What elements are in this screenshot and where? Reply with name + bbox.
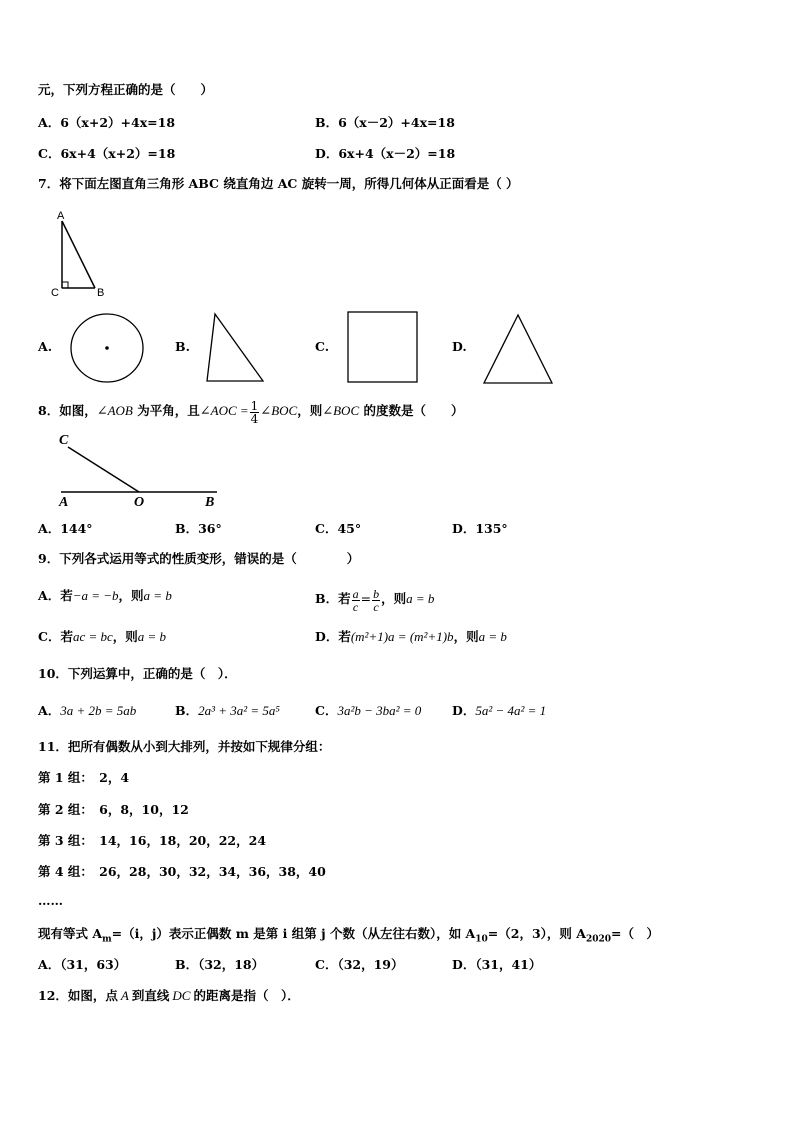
q11-sub-m: m: [102, 934, 112, 945]
q9-d-math: (m²+1)a = (m²+1)b: [350, 629, 454, 644]
q8-fraction: [250, 400, 260, 425]
q6-option-b: B．6（x－2）+4x=18: [315, 115, 455, 130]
q7-option-d-triangle: [482, 313, 554, 385]
q12-suffix: 的距离是指（ ）．: [193, 988, 300, 1003]
q9-b-mid: ，则: [381, 591, 407, 606]
q11-question-line: [38, 926, 659, 948]
q12-line-dc: DC: [172, 988, 191, 1003]
q8-eq-rhs: ∠BOC: [260, 403, 298, 418]
q7-option-a-label: A.: [38, 339, 53, 354]
q9-c-mid: ，则: [112, 629, 138, 644]
q9-b-frac1: [352, 588, 360, 613]
q8-suffix: 的度数是（ ）: [359, 403, 464, 418]
q7-option-c-label: C.: [315, 339, 330, 354]
q11-group-4: 第 4 组： 26，28，30，32，34，36，38，40: [38, 864, 326, 879]
q12-mid: 到直线: [131, 988, 170, 1003]
q9-b-den2: c: [373, 600, 379, 614]
q10-b-label: B．: [175, 703, 199, 718]
q10-a-label: A．: [38, 703, 61, 718]
q7-stem: 7．将下面左图直角三角形 ABC 绕直角边 AC 旋转一周，所得几何体从正面看是（ ）: [38, 176, 519, 191]
q8-prefix: 8．如图，: [38, 403, 97, 418]
q10-stem: 10．下列运算中，正确的是（ ）．: [38, 666, 237, 681]
q8-stem: [38, 400, 463, 425]
q10-option-c: [315, 703, 421, 719]
q6-option-c: C．6x+4（x+2）=18: [38, 146, 176, 161]
q9-stem: 9．下列各式运用等式的性质变形，错误的是（ ）: [38, 551, 360, 566]
q10-a-math: 3a + 2b = 5ab: [60, 703, 137, 718]
q11-sub-2020: 2020: [585, 934, 612, 945]
q8-option-a: A．144°: [38, 521, 93, 536]
q9-c-res: a = b: [137, 629, 167, 644]
q10-d-math: 5a² − 4a² = 1: [475, 703, 547, 718]
q7-option-b-triangle: [205, 311, 267, 385]
q8-label-a: A: [59, 495, 69, 510]
q9-c-pre: C．若: [38, 629, 73, 644]
q11-option-c: C．（32，19）: [315, 957, 404, 972]
q10-d-label: D．: [452, 703, 476, 718]
q11-line-b: =（i，j）表示正偶数 m 是第 i 组第 j 个数（从左往右数），如 A: [111, 926, 476, 941]
q8-frac-den: 4: [250, 412, 259, 426]
q9-d-pre: D．若: [315, 629, 351, 644]
q11-line-a: 现有等式 A: [38, 926, 103, 941]
q8-angle-boc: ∠BOC: [322, 403, 360, 418]
q10-option-a: [38, 703, 136, 719]
q12-point-a: A: [120, 988, 129, 1003]
q9-c-math: ac = bc: [72, 629, 113, 644]
q8-option-d: D．135°: [452, 521, 508, 536]
q9-d-res: a = b: [478, 629, 507, 644]
q9-b-eq: =: [360, 591, 372, 606]
q7-label-a: A: [57, 210, 65, 222]
q8-angle-aob: ∠AOB: [96, 403, 133, 418]
q9-option-a: [38, 588, 172, 604]
q11-ellipsis: ……: [38, 893, 63, 908]
q11-option-a: A．（31，63）: [38, 957, 127, 972]
q9-b-pre: B．若: [315, 591, 351, 606]
q9-option-b: [315, 588, 434, 613]
q8-mid2: ，则: [297, 403, 323, 418]
q11-option-b: B．（32，18）: [175, 957, 265, 972]
q7-option-c-square: [347, 311, 419, 385]
q8-label-c: C: [59, 433, 69, 448]
q10-c-math: 3a²b − 3ba² = 0: [337, 703, 422, 718]
q10-b-math: 2a³ + 3a² = 5a⁵: [198, 703, 280, 718]
q9-a-pre: A．若: [38, 588, 73, 603]
q9-a-res: a = b: [143, 588, 172, 603]
q6-option-a: A．6（x+2）+4x=18: [38, 115, 176, 130]
q7-option-d-label: D.: [452, 339, 467, 354]
q9-d-mid: ，则: [453, 629, 479, 644]
q9-option-c: [38, 629, 166, 645]
q9-option-d: [315, 629, 507, 645]
q6-option-d: D．6x+4（x－2）=18: [315, 146, 456, 161]
q10-option-d: [452, 703, 546, 719]
q11-sub-10: 10: [475, 934, 488, 945]
q12-stem: [38, 988, 300, 1004]
q7-label-c: C: [51, 287, 59, 299]
q8-label-b: B: [205, 495, 215, 510]
q9-b-num2: b: [373, 587, 380, 601]
q9-b-den1: c: [352, 600, 359, 614]
q10-c-label: C．: [315, 703, 338, 718]
q7-label-b: B: [97, 287, 105, 299]
q9-b-frac2: [372, 588, 380, 613]
q11-group-2: 第 2 组： 6，8，10，12: [38, 802, 189, 817]
q11-option-d: D．（31，41）: [452, 957, 542, 972]
q8-eq-lhs: ∠AOC =: [199, 403, 249, 418]
q8-frac-num: 1: [250, 399, 259, 413]
q7-option-b-label: B.: [175, 339, 190, 354]
q8-mid: 为平角，且: [132, 403, 200, 418]
q9-b-num1: a: [352, 587, 359, 601]
q11-group-3: 第 3 组： 14，16，18，20，22，24: [38, 833, 267, 848]
q8-option-b: B．36°: [175, 521, 222, 536]
q9-a-mid: ，则: [118, 588, 144, 603]
q11-line-c: =（2，3），则 A: [487, 926, 586, 941]
q9-a-math: −a = −b: [72, 588, 119, 603]
q7-triangle-figure: [45, 208, 115, 303]
q11-group-1: 第 1 组： 2，4: [38, 770, 130, 785]
q11-stem: 11．把所有偶数从小到大排列，并按如下规律分组：: [38, 739, 331, 754]
q8-option-c: C．45°: [315, 521, 362, 536]
q12-pre: 12．如图，点: [38, 988, 118, 1003]
q10-option-b: [175, 703, 280, 719]
q7-option-a-circle: [70, 313, 146, 385]
q6-stem: 元，下列方程正确的是（ ）: [38, 82, 214, 97]
q9-b-res: a = b: [406, 591, 435, 606]
q8-label-o: O: [134, 495, 145, 510]
q11-line-d: =（ ）: [611, 926, 659, 941]
q8-angle-figure: [55, 430, 225, 510]
